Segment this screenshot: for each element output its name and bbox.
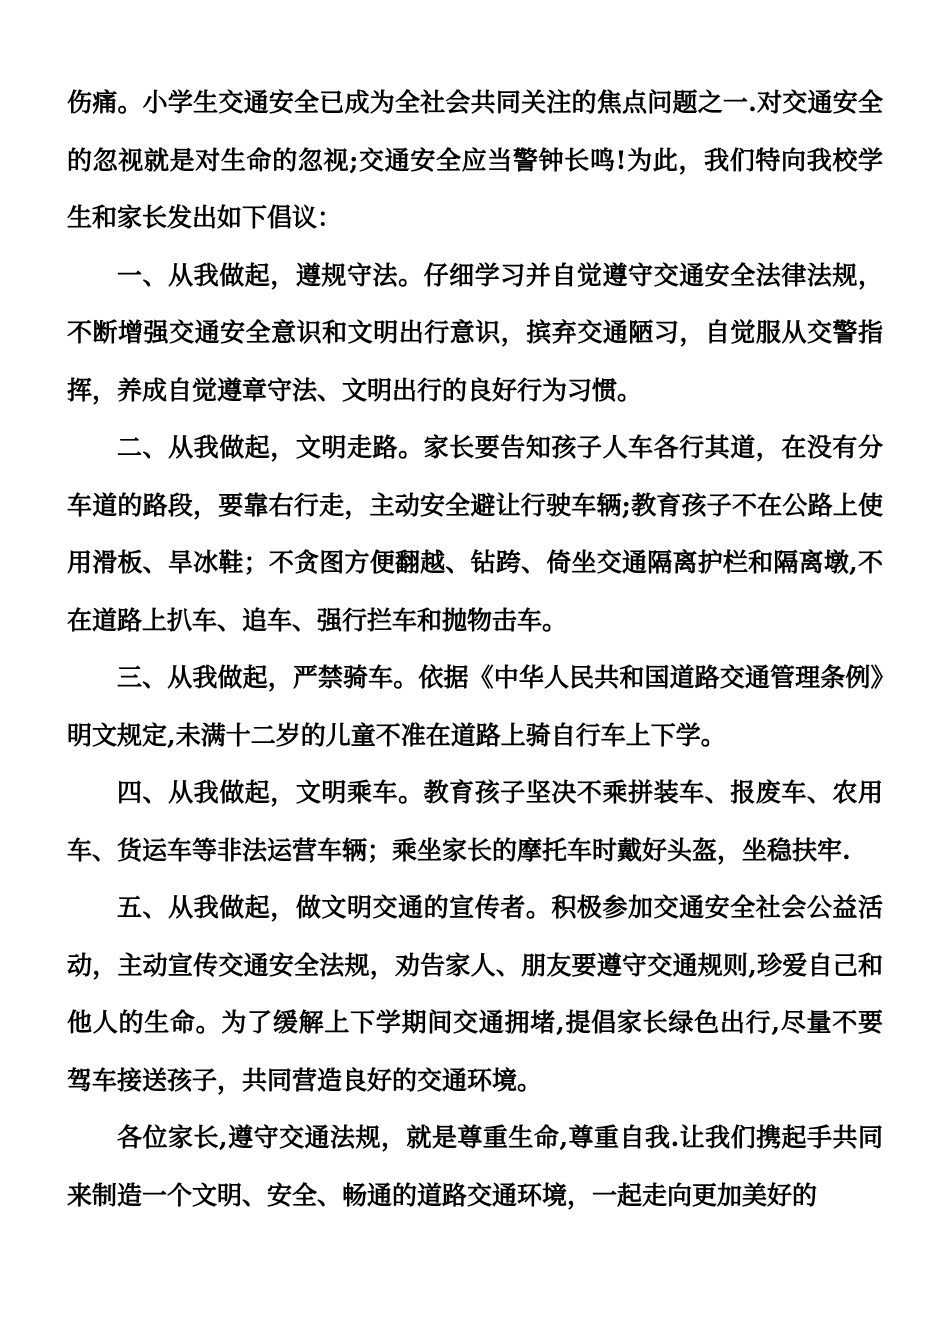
paragraph-item-3: 三、从我做起，严禁骑车。依据《中华人民共和国道路交通管理条例》明文规定,未满十二岁的儿童不准在道路上骑自行车上下学。	[67, 663, 883, 750]
paragraph-intro: 伤痛。小学生交通安全已成为全社会共同关注的焦点问题之一.对交通安全的忽视就是对生命的忽视;交通安全应当警钟长鸣!为此，我们特向我校学生和家长发出如下倡议：	[67, 88, 883, 232]
paragraph-item-4: 四、从我做起，文明乘车。教育孩子坚决不乘拼装车、报废车、农用车、货运车等非法运营车辆；乘坐家长的摩托车时戴好头盔，坐稳扶牢.	[67, 778, 883, 865]
paragraph-item-1: 一、从我做起，遵规守法。仔细学习并自觉遵守交通安全法律法规，不断增强交通安全意识和文明出行意识，摈弃交通陋习，自觉服从交警指挥，养成自觉遵章守法、文明出行的良好行为习惯。	[67, 260, 883, 405]
document-body	[67, 74, 883, 1224]
paragraph-closing: 各位家长,遵守交通法规，就是尊重生命,尊重自我.让我们携起手共同来制造一个文明、安全、畅通的道路交通环境，一起走向更加美好的	[67, 1123, 883, 1210]
paragraph-item-2: 二、从我做起，文明走路。家长要告知孩子人车各行其道，在没有分车道的路段，要靠右行走，主动安全避让行驶车辆;教育孩子不在公路上使用滑板、旱冰鞋；不贪图方便翻越、钻跨、倚坐交通隔离护栏和隔离墩,不在道路上扒车、追车、强行拦车和抛物击车。	[67, 433, 883, 635]
paragraph-item-5: 五、从我做起，做文明交通的宣传者。积极参加交通安全社会公益活动，主动宣传交通安全法规，劝告家人、朋友要遵守交通规则,珍爱自己和他人的生命。为了缓解上下学期间交通拥堵,提倡家长绿色出行,尽量不要驾车接送孩子，共同营造良好的交通环境。	[67, 893, 883, 1095]
